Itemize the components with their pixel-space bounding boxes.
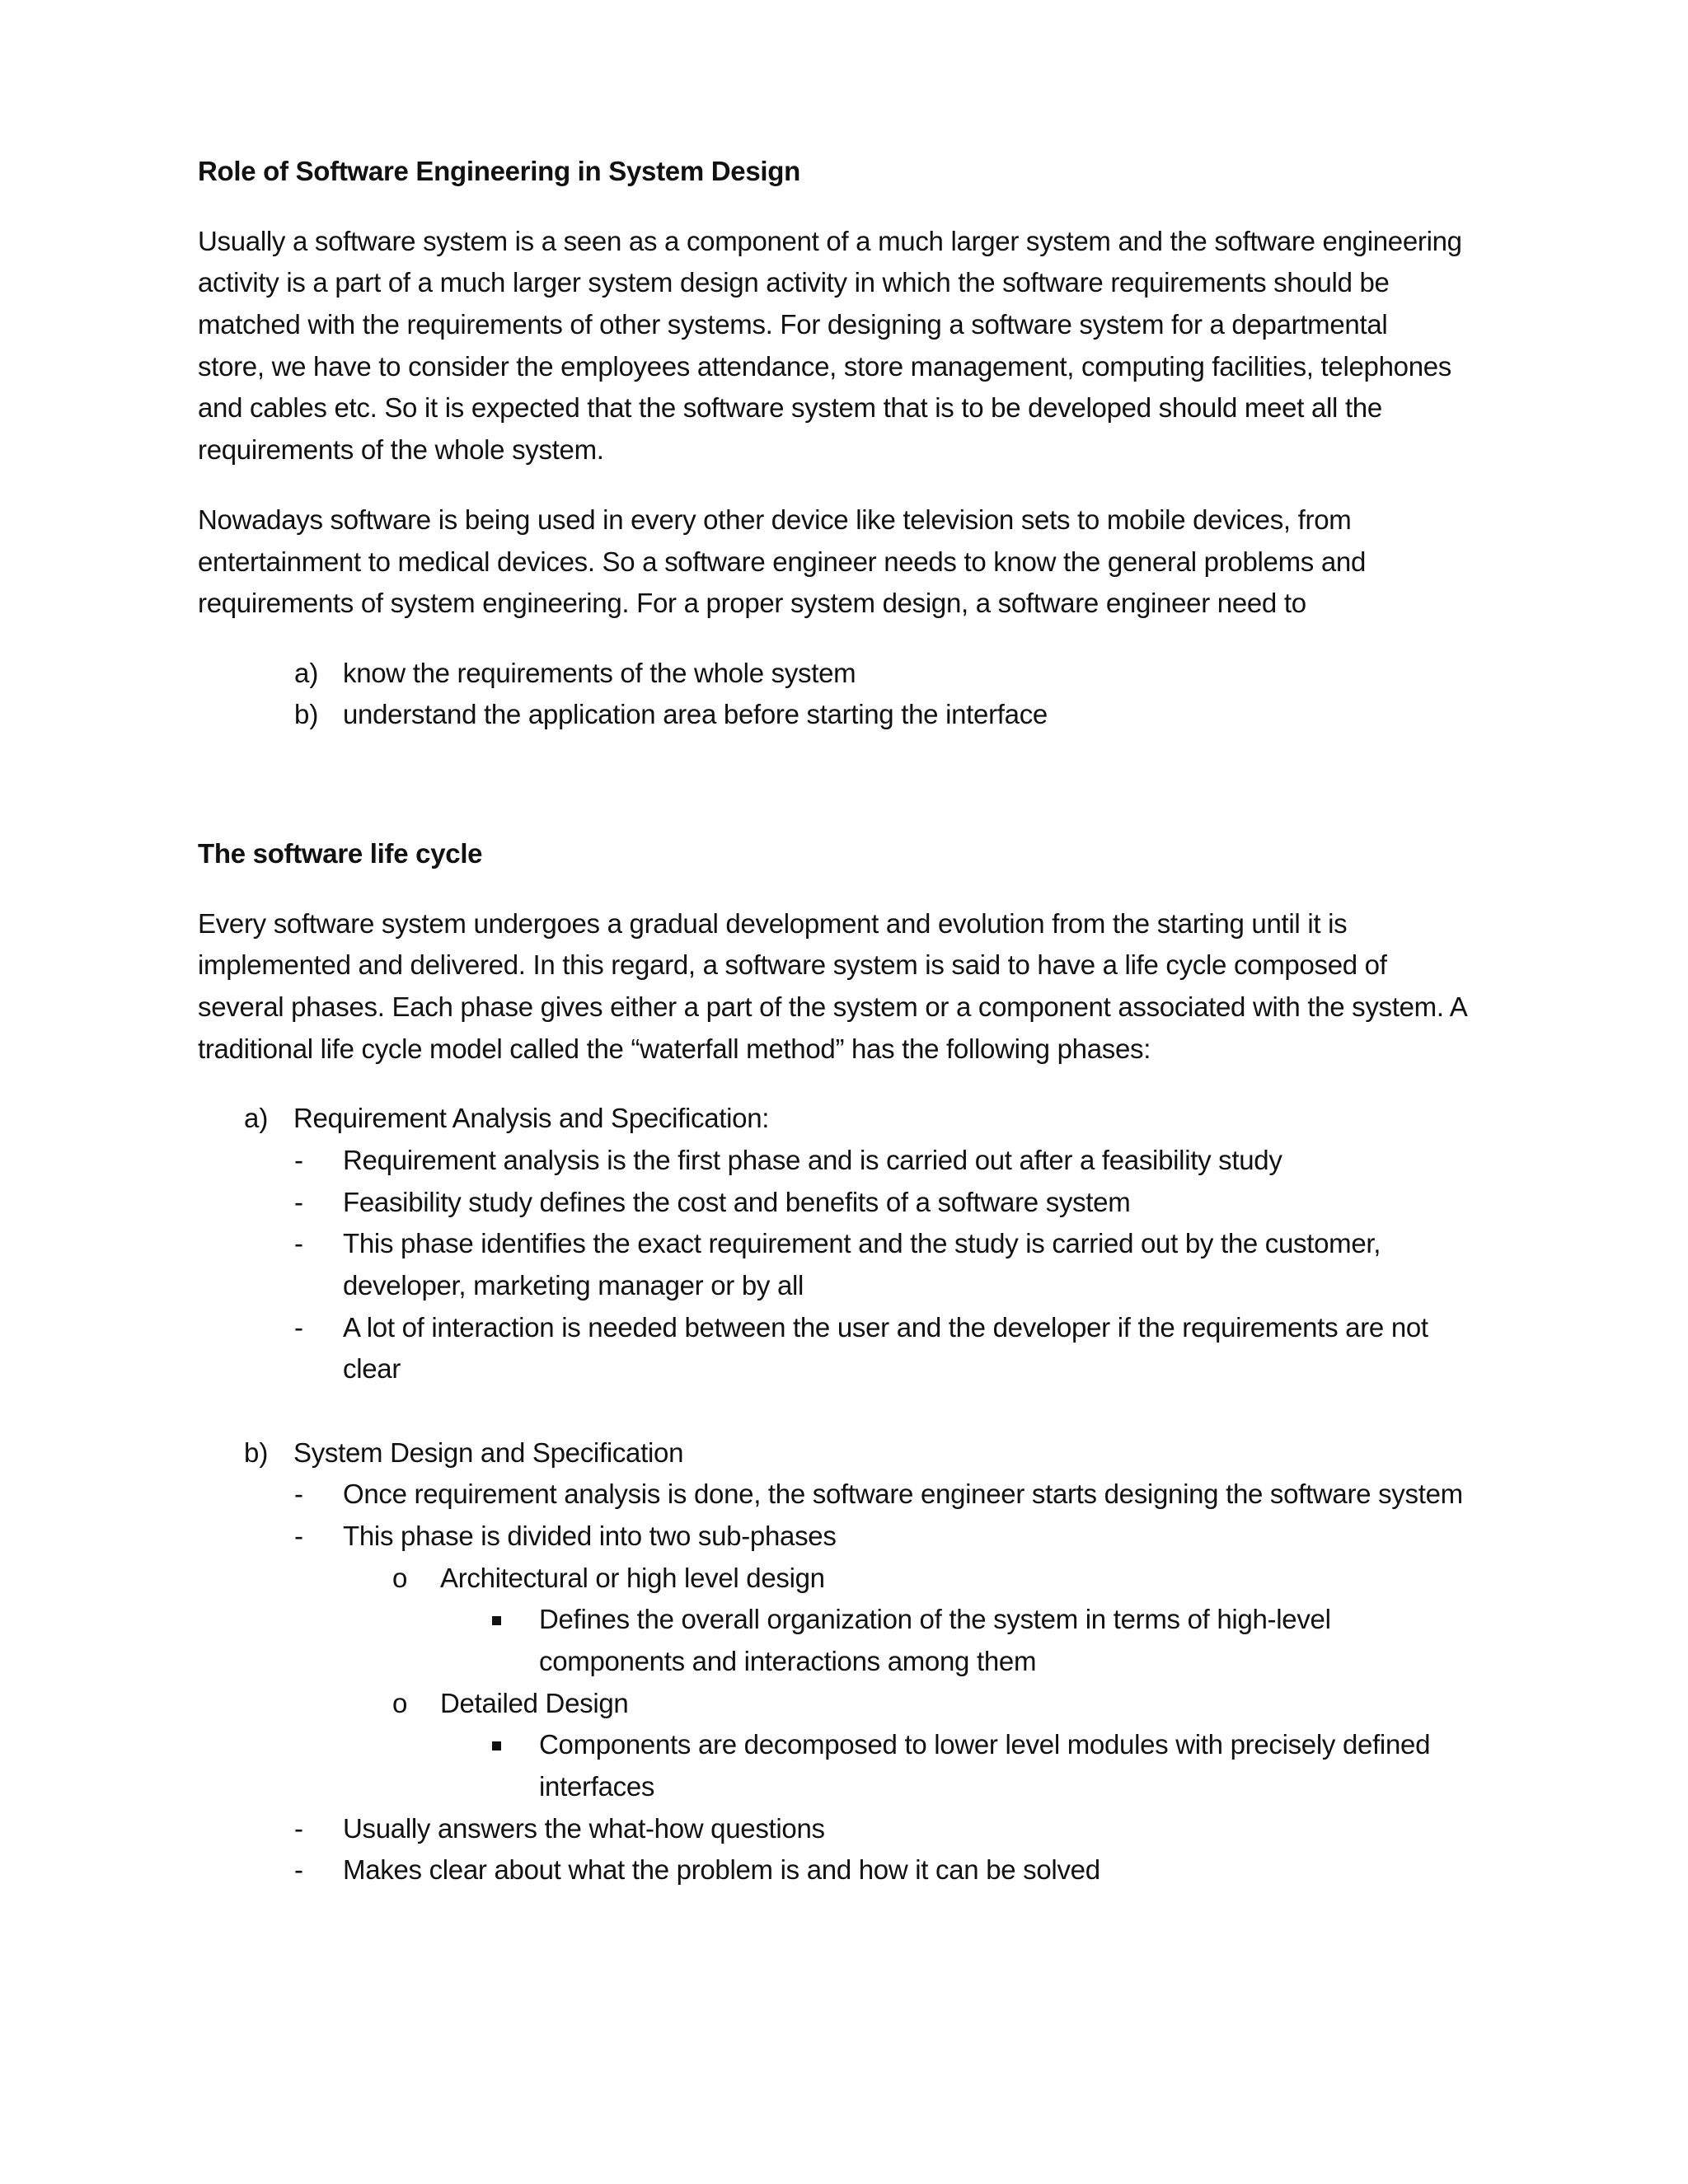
- dash-marker: -: [294, 1521, 303, 1551]
- text-line: requirements of the whole system.: [198, 434, 604, 465]
- dash-marker: -: [294, 1312, 303, 1343]
- dash-marker: -: [294, 1813, 303, 1844]
- text-line: store, we have to consider the employees attendance, store management, computing facilities, telephones: [198, 351, 1452, 382]
- bullet-text: Feasibility study defines the cost and benefits of a software system: [343, 1187, 1131, 1217]
- circle-marker: o: [392, 1563, 408, 1593]
- sub-item-title: Detailed Design: [440, 1688, 629, 1718]
- dash-marker: -: [294, 1479, 303, 1509]
- square-bullet-icon: [492, 1741, 501, 1750]
- dash-marker: -: [294, 1187, 303, 1217]
- bullet-text-continued: clear: [343, 1353, 401, 1384]
- dash-marker: -: [294, 1854, 303, 1885]
- list-marker: a): [294, 658, 319, 688]
- text-line: Usually a software system is a seen as a component of a much larger system and the software engineering: [198, 226, 1462, 256]
- bullet-text: A lot of interaction is needed between the user and the developer if the requirements are not: [343, 1312, 1428, 1343]
- text-line: activity is a part of a much larger system design activity in which the software requirements should be: [198, 267, 1390, 298]
- sub-detail-text-continued: components and interactions among them: [539, 1646, 1037, 1676]
- phase-title: System Design and Specification: [293, 1437, 684, 1468]
- bullet-text: This phase identifies the exact requirement and the study is carried out by the customer,: [343, 1228, 1381, 1258]
- text-line: and cables etc. So it is expected that the software system that is to be developed should meet all the: [198, 392, 1382, 423]
- bullet-text: This phase is divided into two sub-phases: [343, 1521, 837, 1551]
- section-heading: The software life cycle: [198, 838, 483, 869]
- circle-marker: o: [392, 1688, 408, 1718]
- list-item-text: know the requirements of the whole system: [343, 658, 856, 688]
- list-marker: b): [294, 699, 319, 729]
- dash-marker: -: [294, 1228, 303, 1258]
- text-line: traditional life cycle model called the “waterfall method” has the following phases:: [198, 1033, 1151, 1064]
- dash-marker: -: [294, 1145, 303, 1175]
- bullet-text: Usually answers the what-how questions: [343, 1813, 825, 1844]
- sub-item-title: Architectural or high level design: [440, 1563, 825, 1593]
- section-heading: Role of Software Engineering in System Design: [198, 156, 800, 186]
- bullet-text: Requirement analysis is the first phase and is carried out after a feasibility study: [343, 1145, 1282, 1175]
- list-marker: b): [244, 1437, 269, 1468]
- sub-detail-text-continued: interfaces: [539, 1771, 655, 1802]
- list-item-text: understand the application area before starting the interface: [343, 699, 1048, 729]
- sub-detail-text: Components are decomposed to lower level modules with precisely defined: [539, 1729, 1431, 1760]
- text-line: requirements of system engineering. For a proper system design, a software engineer need to: [198, 588, 1306, 618]
- phase-title: Requirement Analysis and Specification:: [293, 1103, 770, 1133]
- text-line: Every software system undergoes a gradual development and evolution from the starting until it is: [198, 908, 1348, 939]
- square-bullet-icon: [492, 1616, 501, 1625]
- bullet-text-continued: developer, marketing manager or by all: [343, 1270, 804, 1301]
- sub-detail-text: Defines the overall organization of the system in terms of high-level: [539, 1604, 1331, 1634]
- bullet-text: Once requirement analysis is done, the software engineer starts designing the software system: [343, 1479, 1463, 1509]
- list-marker: a): [244, 1103, 269, 1133]
- text-line: entertainment to medical devices. So a software engineer needs to know the general problems and: [198, 546, 1367, 577]
- text-line: several phases. Each phase gives either a part of the system or a component associated with the system. A: [198, 991, 1468, 1022]
- text-line: matched with the requirements of other systems. For designing a software system for a departmental: [198, 309, 1388, 340]
- text-line: implemented and delivered. In this regard, a software system is said to have a life cycle composed of: [198, 949, 1387, 980]
- bullet-text: Makes clear about what the problem is and how it can be solved: [343, 1854, 1100, 1885]
- text-line: Nowadays software is being used in every other device like television sets to mobile devices, from: [198, 504, 1352, 535]
